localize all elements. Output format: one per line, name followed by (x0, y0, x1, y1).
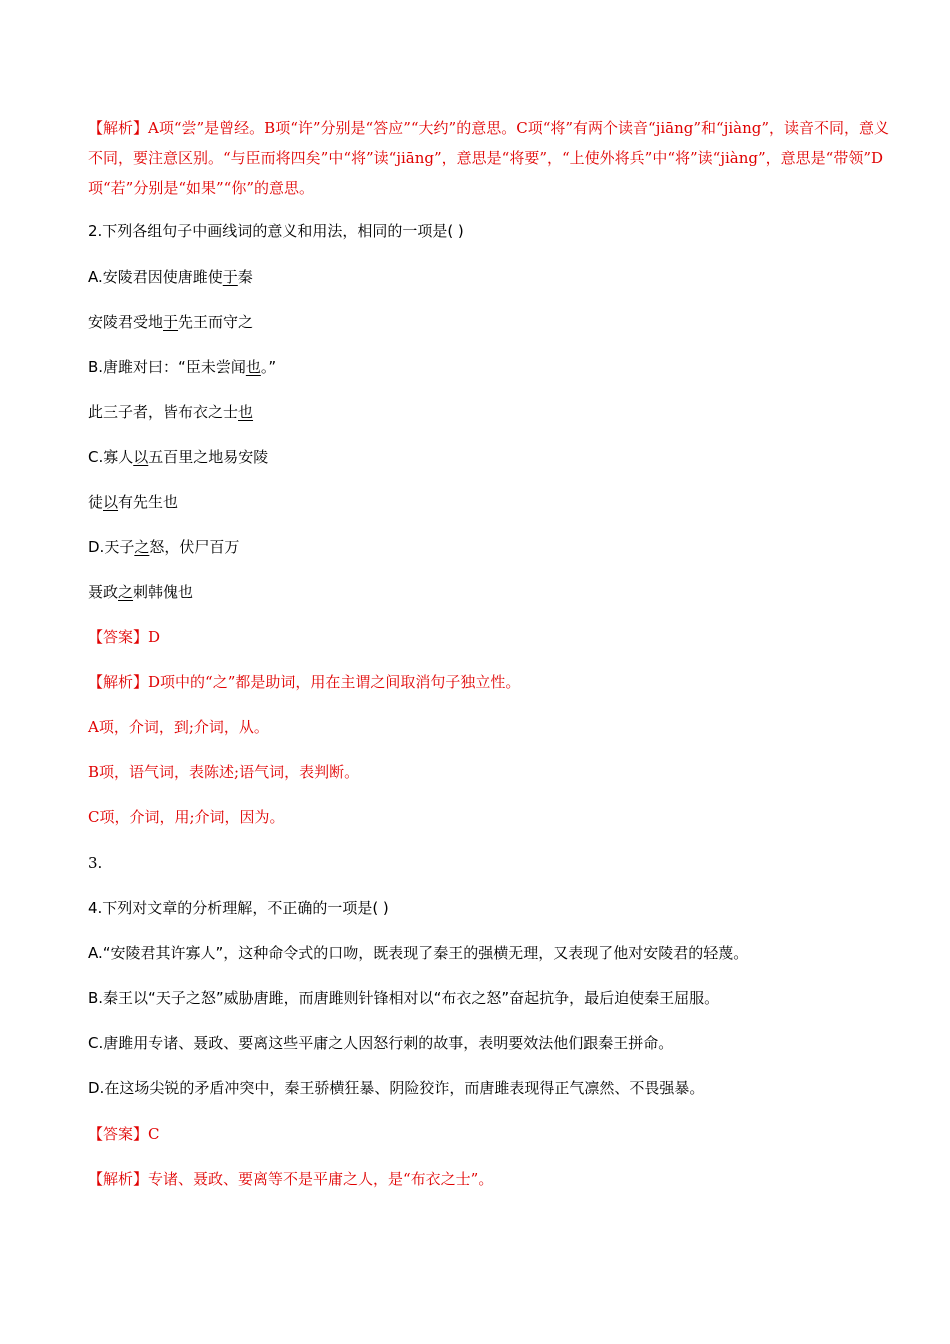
q2-option-c-line2: 徒以有先生也 (88, 493, 179, 511)
q2-option-b-line1: B.唐雎对曰：“臣未尝闻也。” (88, 358, 277, 376)
q2-analysis-b: B项，语气词，表陈述;语气词，表判断。 (88, 763, 360, 781)
q2-option-d-line2: 聂政之刺韩傀也 (88, 583, 194, 601)
q4-option-d: D.在这场尖锐的矛盾冲突中，秦王骄横狂暴、阴险狡诈，而唐雎表现得正气凛然、不畏强暴。 (88, 1079, 705, 1097)
answer-tag: 【答案】 (88, 1125, 149, 1143)
q4-option-a: A.“安陵君其许寡人”，这种命令式的口吻，既表现了秦王的强横无理，又表现了他对安陵君的轻蔑。 (88, 944, 749, 962)
analysis-text: D项中的“之”都是助词，用在主谓之间取消句子独立性。 (148, 673, 521, 691)
q2-answer (88, 626, 160, 648)
q2-option-d-line1: D.天子之怒，伏尸百万 (88, 538, 240, 556)
underlined-word: 之 (134, 538, 150, 556)
q2-option-b-line2: 此三子者，皆布衣之士也 (88, 403, 254, 421)
answer-value: D (148, 628, 161, 646)
analysis-tag: 【解析】 (88, 1170, 149, 1188)
underlined-word: 于 (222, 268, 238, 286)
answer-value: C (148, 1125, 160, 1143)
q2-option-a-line2: 安陵君受地于先王而守之 (88, 313, 254, 331)
q2-option-c-line1: C.寡人以五百里之地易安陵 (88, 448, 269, 466)
analysis-tag: 【解析】 (88, 673, 149, 691)
q2-stem: 2.下列各组句子中画线词的意义和用法，相同的一项是( ) (88, 222, 464, 240)
underlined-word: 之 (118, 583, 134, 601)
underlined-word: 以 (103, 493, 119, 511)
q1-analysis (88, 113, 898, 203)
q2-analysis-a: A项，介词，到;介词，从。 (88, 718, 269, 736)
q3-stem: 3. (88, 854, 103, 872)
q4-answer (88, 1123, 160, 1145)
q4-option-b: B.秦王以“天子之怒”威胁唐雎，而唐雎则针锋相对以“布衣之怒”奋起抗争，最后迫使秦王屈服。 (88, 989, 720, 1007)
q2-analysis-c: C项，介词，用;介词，因为。 (88, 808, 285, 826)
q4-option-c: C.唐雎用专诸、聂政、要离这些平庸之人因怒行刺的故事，表明要效法他们跟秦王拼命。 (88, 1034, 674, 1052)
underlined-word: 于 (163, 313, 179, 331)
analysis-text: A项“尝”是曾经。B项“许”分别是“答应”“大约”的意思。C项“将”有两个读音“jiāng”和“jiàng”，读音不同，意义不同，要注意区别。“与臣而将四矣”中“将”读“jiāng”，意思是“将要”，“上使外将兵”中“将”读“jiàng”，意思是“带领”D项“若”分别是“如果”“你”的意思。 (88, 119, 890, 197)
underlined-word: 也 (238, 403, 254, 421)
q4-stem: 4.下列对文章的分析理解，不正确的一项是( ) (88, 899, 389, 917)
underlined-word: 以 (133, 448, 149, 466)
q4-analysis (88, 1168, 493, 1190)
answer-tag: 【答案】 (88, 628, 149, 646)
q2-option-a-line1: A.安陵君因使唐雎使于秦 (88, 268, 253, 286)
analysis-tag: 【解析】 (88, 119, 149, 137)
q2-analysis (88, 671, 520, 693)
analysis-text: 专诸、聂政、要离等不是平庸之人，是“布衣之士”。 (148, 1170, 494, 1188)
underlined-word: 也 (245, 358, 261, 376)
